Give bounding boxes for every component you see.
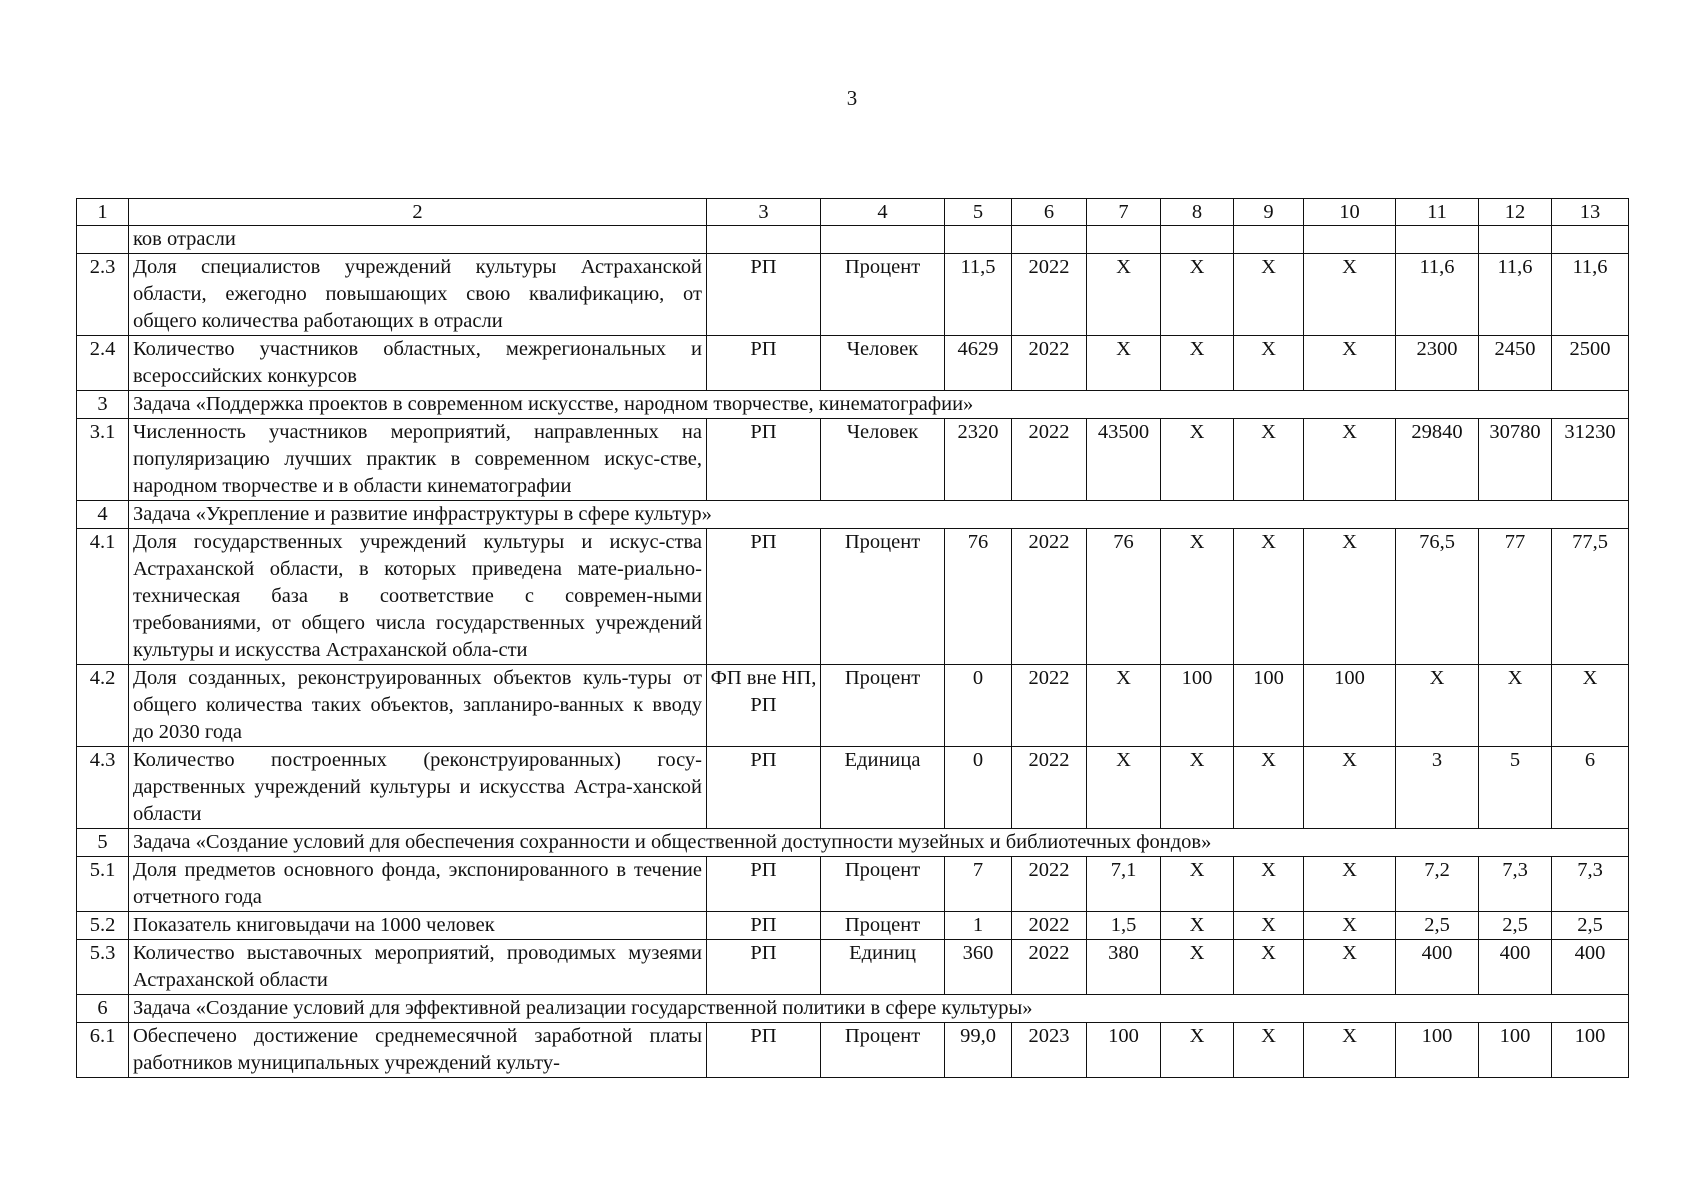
value-col-8: Х <box>1161 857 1234 912</box>
base-year: 2022 <box>1012 419 1087 501</box>
base-year: 2022 <box>1012 529 1087 665</box>
value-col-10: Х <box>1304 857 1396 912</box>
base-year: 2022 <box>1012 857 1087 912</box>
base-year <box>1012 226 1087 254</box>
value-col-11: 100 <box>1396 1023 1479 1078</box>
value-col-12: 7,3 <box>1479 857 1552 912</box>
task-number: 3 <box>77 391 129 419</box>
row-number: 4.3 <box>77 747 129 829</box>
unit: Процент <box>821 912 945 940</box>
table-row <box>77 665 1629 747</box>
value-col-10: 100 <box>1304 665 1396 747</box>
indicator-source: РП <box>707 940 821 995</box>
value-col-7: 7,1 <box>1087 857 1161 912</box>
value-col-10: Х <box>1304 912 1396 940</box>
value-col-12: 100 <box>1479 1023 1552 1078</box>
value-col-13 <box>1552 226 1629 254</box>
indicator-name: Количество построенных (реконструированных) госу-дарственных учреждений культуры и искусства Астра-ханской области <box>129 747 707 829</box>
continuation-row <box>77 226 1629 254</box>
base-year: 2022 <box>1012 747 1087 829</box>
unit: Человек <box>821 419 945 501</box>
unit: Единиц <box>821 940 945 995</box>
unit: Процент <box>821 665 945 747</box>
value-col-11: 29840 <box>1396 419 1479 501</box>
column-header-1: 1 <box>77 199 129 226</box>
unit: Процент <box>821 857 945 912</box>
base-value: 0 <box>945 665 1012 747</box>
table-row <box>77 747 1629 829</box>
value-col-7: 380 <box>1087 940 1161 995</box>
indicator-name: Численность участников мероприятий, направленных на популяризацию лучших практик в современном искус-стве, народном творчестве и в области кинематографии <box>129 419 707 501</box>
value-col-12: 5 <box>1479 747 1552 829</box>
base-year: 2022 <box>1012 940 1087 995</box>
value-col-13: 11,6 <box>1552 254 1629 336</box>
value-col-8: Х <box>1161 747 1234 829</box>
value-col-9: 100 <box>1234 665 1304 747</box>
base-year: 2022 <box>1012 336 1087 391</box>
row-number: 3.1 <box>77 419 129 501</box>
base-value: 360 <box>945 940 1012 995</box>
row-number: 5.3 <box>77 940 129 995</box>
table-row <box>77 912 1629 940</box>
value-col-9: Х <box>1234 419 1304 501</box>
task-title: Задача «Создание условий для эффективной реализации государственной политики в сфере культуры» <box>129 995 1629 1023</box>
indicator-source <box>707 226 821 254</box>
column-header-4: 4 <box>821 199 945 226</box>
value-col-9: Х <box>1234 336 1304 391</box>
value-col-8: Х <box>1161 529 1234 665</box>
unit: Человек <box>821 336 945 391</box>
value-col-13: 2500 <box>1552 336 1629 391</box>
indicator-source: РП <box>707 419 821 501</box>
task-number: 5 <box>77 829 129 857</box>
value-col-11: 2,5 <box>1396 912 1479 940</box>
value-col-9: Х <box>1234 940 1304 995</box>
value-col-8 <box>1161 226 1234 254</box>
task-number: 4 <box>77 501 129 529</box>
task-title: Задача «Создание условий для обеспечения сохранности и общественной доступности музейных и библиотечных фондов» <box>129 829 1629 857</box>
value-col-8: Х <box>1161 254 1234 336</box>
base-value: 2320 <box>945 419 1012 501</box>
indicator-name: Количество выставочных мероприятий, проводимых музеями Астраханской области <box>129 940 707 995</box>
value-col-11: 400 <box>1396 940 1479 995</box>
value-col-13: Х <box>1552 665 1629 747</box>
table-body <box>77 226 1629 1078</box>
value-col-7: 43500 <box>1087 419 1161 501</box>
indicator-name: Доля созданных, реконструированных объектов куль-туры от общего количества таких объектов, запланиро-ванных к вводу до 2030 года <box>129 665 707 747</box>
value-col-13: 7,3 <box>1552 857 1629 912</box>
indicator-source: РП <box>707 254 821 336</box>
value-col-7: Х <box>1087 336 1161 391</box>
task-row <box>77 391 1629 419</box>
value-col-11: 7,2 <box>1396 857 1479 912</box>
value-col-12: 77 <box>1479 529 1552 665</box>
indicator-source: РП <box>707 529 821 665</box>
task-title: Задача «Поддержка проектов в современном искусстве, народном творчестве, кинематографии» <box>129 391 1629 419</box>
row-number: 5.1 <box>77 857 129 912</box>
indicator-source: ФП вне НП, РП <box>707 665 821 747</box>
table-row <box>77 336 1629 391</box>
value-col-7: Х <box>1087 747 1161 829</box>
column-header-8: 8 <box>1161 199 1234 226</box>
value-col-9: Х <box>1234 747 1304 829</box>
indicator-source: РП <box>707 336 821 391</box>
value-col-7: 1,5 <box>1087 912 1161 940</box>
task-number: 6 <box>77 995 129 1023</box>
column-header-13: 13 <box>1552 199 1629 226</box>
base-value: 4629 <box>945 336 1012 391</box>
base-value: 76 <box>945 529 1012 665</box>
value-col-12: 11,6 <box>1479 254 1552 336</box>
value-col-8: 100 <box>1161 665 1234 747</box>
value-col-9 <box>1234 226 1304 254</box>
indicators-table <box>76 198 1629 1078</box>
value-col-7: 100 <box>1087 1023 1161 1078</box>
value-col-10 <box>1304 226 1396 254</box>
value-col-12: 400 <box>1479 940 1552 995</box>
base-value <box>945 226 1012 254</box>
base-year: 2022 <box>1012 254 1087 336</box>
column-header-7: 7 <box>1087 199 1161 226</box>
column-header-6: 6 <box>1012 199 1087 226</box>
row-number: 4.1 <box>77 529 129 665</box>
value-col-8: Х <box>1161 912 1234 940</box>
unit <box>821 226 945 254</box>
indicator-name: Доля предметов основного фонда, экспонированного в течение отчетного года <box>129 857 707 912</box>
value-col-8: Х <box>1161 1023 1234 1078</box>
base-value: 11,5 <box>945 254 1012 336</box>
value-col-11: Х <box>1396 665 1479 747</box>
value-col-13: 31230 <box>1552 419 1629 501</box>
value-col-11 <box>1396 226 1479 254</box>
value-col-8: Х <box>1161 336 1234 391</box>
unit: Процент <box>821 529 945 665</box>
task-row <box>77 501 1629 529</box>
value-col-12: Х <box>1479 665 1552 747</box>
value-col-10: Х <box>1304 747 1396 829</box>
indicator-source: РП <box>707 1023 821 1078</box>
row-number: 5.2 <box>77 912 129 940</box>
value-col-13: 2,5 <box>1552 912 1629 940</box>
indicator-source: РП <box>707 912 821 940</box>
base-year: 2022 <box>1012 665 1087 747</box>
task-row <box>77 995 1629 1023</box>
value-col-11: 3 <box>1396 747 1479 829</box>
row-number: 6.1 <box>77 1023 129 1078</box>
value-col-10: Х <box>1304 419 1396 501</box>
value-col-9: Х <box>1234 857 1304 912</box>
value-col-11: 76,5 <box>1396 529 1479 665</box>
value-col-13: 100 <box>1552 1023 1629 1078</box>
page-number: 3 <box>846 86 858 110</box>
table-row <box>77 254 1629 336</box>
table-row <box>77 857 1629 912</box>
header-row <box>77 199 1629 226</box>
row-number: 4.2 <box>77 665 129 747</box>
value-col-8: Х <box>1161 419 1234 501</box>
base-value: 1 <box>945 912 1012 940</box>
value-col-9: Х <box>1234 254 1304 336</box>
value-col-7: Х <box>1087 254 1161 336</box>
indicator-name: Обеспечено достижение среднемесячной заработной платы работников муниципальных учреждений культу- <box>129 1023 707 1078</box>
value-col-11: 11,6 <box>1396 254 1479 336</box>
value-col-13: 6 <box>1552 747 1629 829</box>
value-col-9: Х <box>1234 529 1304 665</box>
value-col-7: 76 <box>1087 529 1161 665</box>
column-header-11: 11 <box>1396 199 1479 226</box>
task-title: Задача «Укрепление и развитие инфраструктуры в сфере культур» <box>129 501 1629 529</box>
value-col-12: 2,5 <box>1479 912 1552 940</box>
value-col-9: Х <box>1234 912 1304 940</box>
column-header-9: 9 <box>1234 199 1304 226</box>
base-year: 2022 <box>1012 912 1087 940</box>
value-col-12 <box>1479 226 1552 254</box>
indicator-name: Количество участников областных, межрегиональных и всероссийских конкурсов <box>129 336 707 391</box>
indicator-name: Показатель книговыдачи на 1000 человек <box>129 912 707 940</box>
task-row <box>77 829 1629 857</box>
value-col-10: Х <box>1304 336 1396 391</box>
base-year: 2023 <box>1012 1023 1087 1078</box>
table-row <box>77 940 1629 995</box>
indicator-name: Доля специалистов учреждений культуры Астраханской области, ежегодно повышающих свою квалификацию, от общего количества работающих в отрасли <box>129 254 707 336</box>
table-row <box>77 419 1629 501</box>
indicator-name: Доля государственных учреждений культуры и искус-ства Астраханской области, в которых приведена мате-риально-техническая база в соответствие с современ-ными требованиями, от общего числа государственных учреждений культуры и искусства Астраханской обла-сти <box>129 529 707 665</box>
value-col-12: 30780 <box>1479 419 1552 501</box>
base-value: 0 <box>945 747 1012 829</box>
value-col-7 <box>1087 226 1161 254</box>
value-col-7: Х <box>1087 665 1161 747</box>
unit: Процент <box>821 1023 945 1078</box>
table-row <box>77 529 1629 665</box>
unit: Процент <box>821 254 945 336</box>
base-value: 7 <box>945 857 1012 912</box>
column-header-10: 10 <box>1304 199 1396 226</box>
column-header-12: 12 <box>1479 199 1552 226</box>
value-col-13: 77,5 <box>1552 529 1629 665</box>
column-header-2: 2 <box>129 199 707 226</box>
value-col-9: Х <box>1234 1023 1304 1078</box>
row-number: 2.4 <box>77 336 129 391</box>
value-col-11: 2300 <box>1396 336 1479 391</box>
indicator-source: РП <box>707 747 821 829</box>
indicator-source: РП <box>707 857 821 912</box>
row-number <box>77 226 129 254</box>
value-col-12: 2450 <box>1479 336 1552 391</box>
indicator-name: ков отрасли <box>129 226 707 254</box>
value-col-10: Х <box>1304 529 1396 665</box>
value-col-10: Х <box>1304 1023 1396 1078</box>
value-col-10: Х <box>1304 254 1396 336</box>
row-number: 2.3 <box>77 254 129 336</box>
unit: Единица <box>821 747 945 829</box>
column-header-3: 3 <box>707 199 821 226</box>
value-col-8: Х <box>1161 940 1234 995</box>
base-value: 99,0 <box>945 1023 1012 1078</box>
table-row <box>77 1023 1629 1078</box>
value-col-13: 400 <box>1552 940 1629 995</box>
value-col-10: Х <box>1304 940 1396 995</box>
column-header-5: 5 <box>945 199 1012 226</box>
